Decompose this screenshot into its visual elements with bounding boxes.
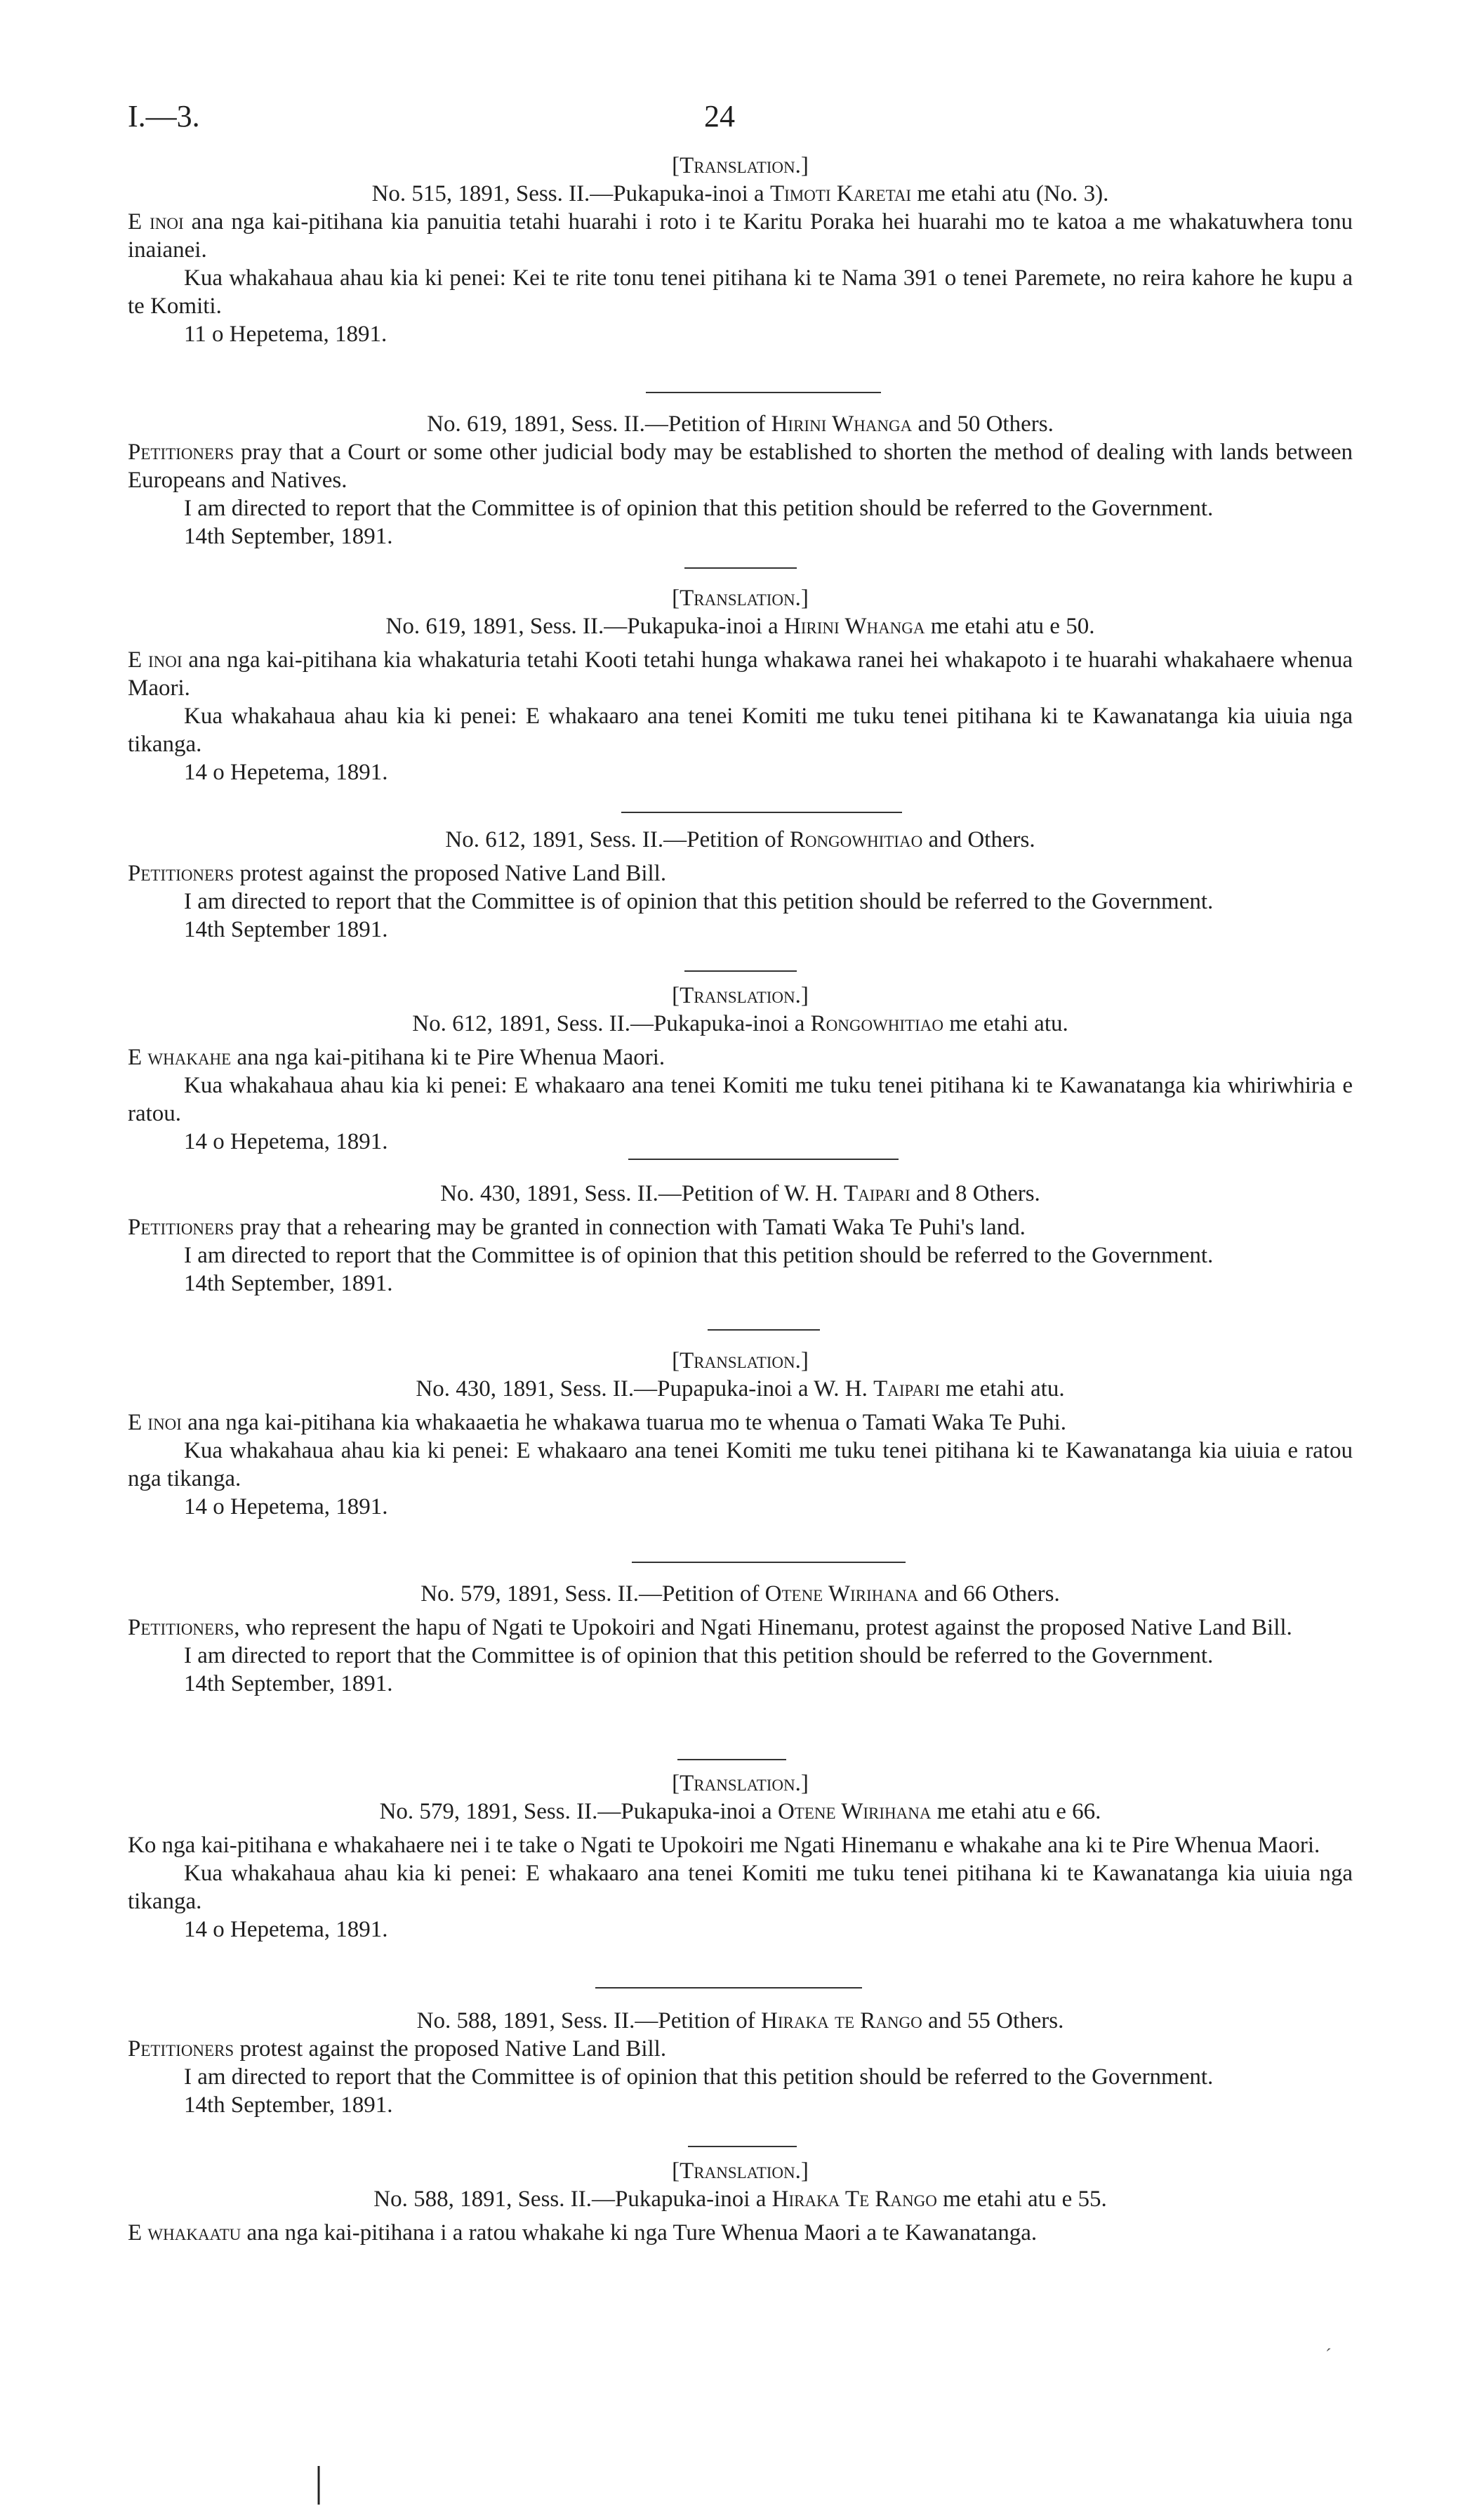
section-divider [684, 970, 797, 972]
committee-report: Kua whakahaua ahau kia ki penei: E whakaaro ana tenei Komiti me tuku tenei pitihana ki te Kawanatanga kia uiuia nga tikanga. [128, 1861, 1353, 1914]
translation-label: [Translation.] [672, 1348, 809, 1373]
report-date: 14 o Hepetema, 1891. [184, 1494, 388, 1519]
petition-section-s2 [128, 410, 1353, 550]
petition-section-s11 [128, 2157, 1353, 2247]
petition-heading: No. 588, 1891, Sess. II.—Petition of Hiraka te Rango and 55 Others. [416, 2008, 1064, 2033]
stray-mark: ´ [1325, 2345, 1332, 2366]
report-date: 14th September, 1891. [184, 1271, 393, 1296]
section-divider [595, 1987, 862, 1989]
petition-body: E inoi ana nga kai-pitihana kia panuitia tetahi huarahi i roto i te Karitu Poraka hei huarahi mo te katoa a me whakatuwhera tonu inaianei. [128, 209, 1353, 263]
petition-body: Ko nga kai-pitihana e whakahaere nei i te take o Ngati te Upokoiri me Ngati Hinemanu e whakahe ana ki te Pire Whenua Maori. [128, 1833, 1320, 1858]
section-divider [646, 392, 881, 393]
committee-report: Kua whakahaua ahau kia ki penei: Kei te rite tonu tenei pitihana ki te Nama 391 o tenei Paremete, no reira kahore he kupu a te Komiti. [128, 265, 1353, 319]
petition-heading: No. 430, 1891, Sess. II.—Petition of W. H. Taipari and 8 Others. [440, 1181, 1040, 1206]
petition-section-s10 [128, 2007, 1353, 2119]
section-divider [708, 1329, 820, 1331]
committee-report: I am directed to report that the Committee is of opinion that this petition should be referred to the Government. [184, 1243, 1214, 1268]
petition-body: E whakahe ana nga kai-pitihana ki te Pire Whenua Maori. [128, 1045, 665, 1070]
section-divider [684, 567, 797, 569]
petition-section-s9 [128, 1769, 1353, 1944]
petition-body: E whakaatu ana nga kai-pitihana i a ratou whakahe ki nga Ture Whenua Maori a te Kawanatanga. [128, 2220, 1038, 2245]
report-date: 14th September, 1891. [184, 1671, 393, 1696]
section-divider [632, 1562, 906, 1563]
petition-body: E inoi ana nga kai-pitihana kia whakaturia tetahi Kooti tetahi hunga whakawa ranei hei whakapoto i te huarahi whakahaere whenua Maori. [128, 647, 1353, 701]
petition-body: Petitioners pray that a Court or some other judicial body may be established to shorten the method of dealing with lands between Europeans and Natives. [128, 440, 1353, 493]
report-date: 14th September, 1891. [184, 2092, 393, 2118]
petition-section-s3 [128, 584, 1353, 786]
report-date: 14 o Hepetema, 1891. [184, 1917, 388, 1942]
committee-report: I am directed to report that the Committee is of opinion that this petition should be referred to the Government. [184, 2064, 1214, 2090]
committee-report: I am directed to report that the Committee is of opinion that this petition should be referred to the Government. [184, 889, 1214, 914]
petition-section-s7 [128, 1347, 1353, 1521]
petition-section-s4 [128, 826, 1353, 944]
page-reference: I.—3. [128, 99, 200, 133]
petition-section-s8 [128, 1580, 1353, 1698]
committee-report: Kua whakahaua ahau kia ki penei: E whakaaro ana tenei Komiti me tuku tenei pitihana ki te Kawanatanga kia whiriwhiria e ratou. [128, 1073, 1353, 1126]
petition-heading: No. 579, 1891, Sess. II.—Petition of Otene Wirihana and 66 Others. [420, 1581, 1060, 1607]
petition-section-s6 [128, 1180, 1353, 1298]
committee-report: Kua whakahaua ahau kia ki penei: E whakaaro ana tenei Komiti me tuku tenei pitihana ki te Kawanatanga kia uiuia e ratou nga tikanga. [128, 1438, 1353, 1491]
petition-body: Petitioners protest against the proposed Native Land Bill. [128, 861, 667, 886]
petition-heading: No. 515, 1891, Sess. II.—Pukapuka-inoi a Timoti Karetai me etahi atu (No. 3). [371, 181, 1109, 206]
petition-body: Petitioners protest against the proposed Native Land Bill. [128, 2036, 667, 2062]
petition-section-s5 [128, 982, 1353, 1156]
petition-body: Petitioners pray that a rehearing may be granted in connection with Tamati Waka Te Puhi's land. [128, 1215, 1026, 1240]
petition-heading: No. 588, 1891, Sess. II.—Pukapuka-inoi a Hiraka Te Rango me etahi atu e 55. [373, 2187, 1107, 2212]
committee-report: I am directed to report that the Committee is of opinion that this petition should be referred to the Government. [184, 496, 1214, 521]
translation-label: [Translation.] [672, 1771, 809, 1796]
page-number: 24 [704, 99, 735, 133]
petition-section-s1 [128, 152, 1353, 348]
petition-heading: No. 619, 1891, Sess. II.—Petition of Hirini Whanga and 50 Others. [427, 411, 1054, 437]
section-divider [628, 1159, 899, 1160]
translation-label: [Translation.] [672, 2158, 809, 2184]
committee-report: Kua whakahaua ahau kia ki penei: E whakaaro ana tenei Komiti me tuku tenei pitihana ki te Kawanatanga kia uiuia nga tikanga. [128, 704, 1353, 757]
report-date: 14 o Hepetema, 1891. [184, 1129, 388, 1154]
translation-label: [Translation.] [672, 586, 809, 611]
report-date: 14 o Hepetema, 1891. [184, 760, 388, 785]
petition-heading: No. 612, 1891, Sess. II.—Pukapuka-inoi a Rongowhitiao me etahi atu. [412, 1011, 1068, 1036]
report-date: 14th September 1891. [184, 917, 388, 942]
petition-heading: No. 430, 1891, Sess. II.—Pupapuka-inoi a W. H. Taipari me etahi atu. [416, 1376, 1065, 1402]
section-divider [621, 812, 902, 813]
report-date: 11 o Hepetema, 1891. [184, 322, 387, 347]
petition-body: E inoi ana nga kai-pitihana kia whakaaetia he whakawa tuarua mo te whenua o Tamati Waka Te Puhi. [128, 1410, 1066, 1435]
section-divider [688, 2146, 797, 2147]
report-date: 14th September, 1891. [184, 524, 393, 549]
petition-heading: No. 619, 1891, Sess. II.—Pukapuka-inoi a Hirini Whanga me etahi atu e 50. [385, 614, 1095, 639]
translation-label: [Translation.] [672, 153, 809, 178]
committee-report: I am directed to report that the Committee is of opinion that this petition should be referred to the Government. [184, 1643, 1214, 1668]
translation-label: [Translation.] [672, 983, 809, 1008]
petition-heading: No. 579, 1891, Sess. II.—Pukapuka-inoi a Otene Wirihana me etahi atu e 66. [379, 1799, 1101, 1824]
stray-mark: | [314, 2458, 324, 2505]
petition-body: Petitioners, who represent the hapu of Ngati te Upokoiri and Ngati Hinemanu, protest against the proposed Native Land Bill. [128, 1615, 1292, 1640]
petition-heading: No. 612, 1891, Sess. II.—Petition of Rongowhitiao and Others. [445, 827, 1035, 852]
section-divider [677, 1759, 786, 1760]
